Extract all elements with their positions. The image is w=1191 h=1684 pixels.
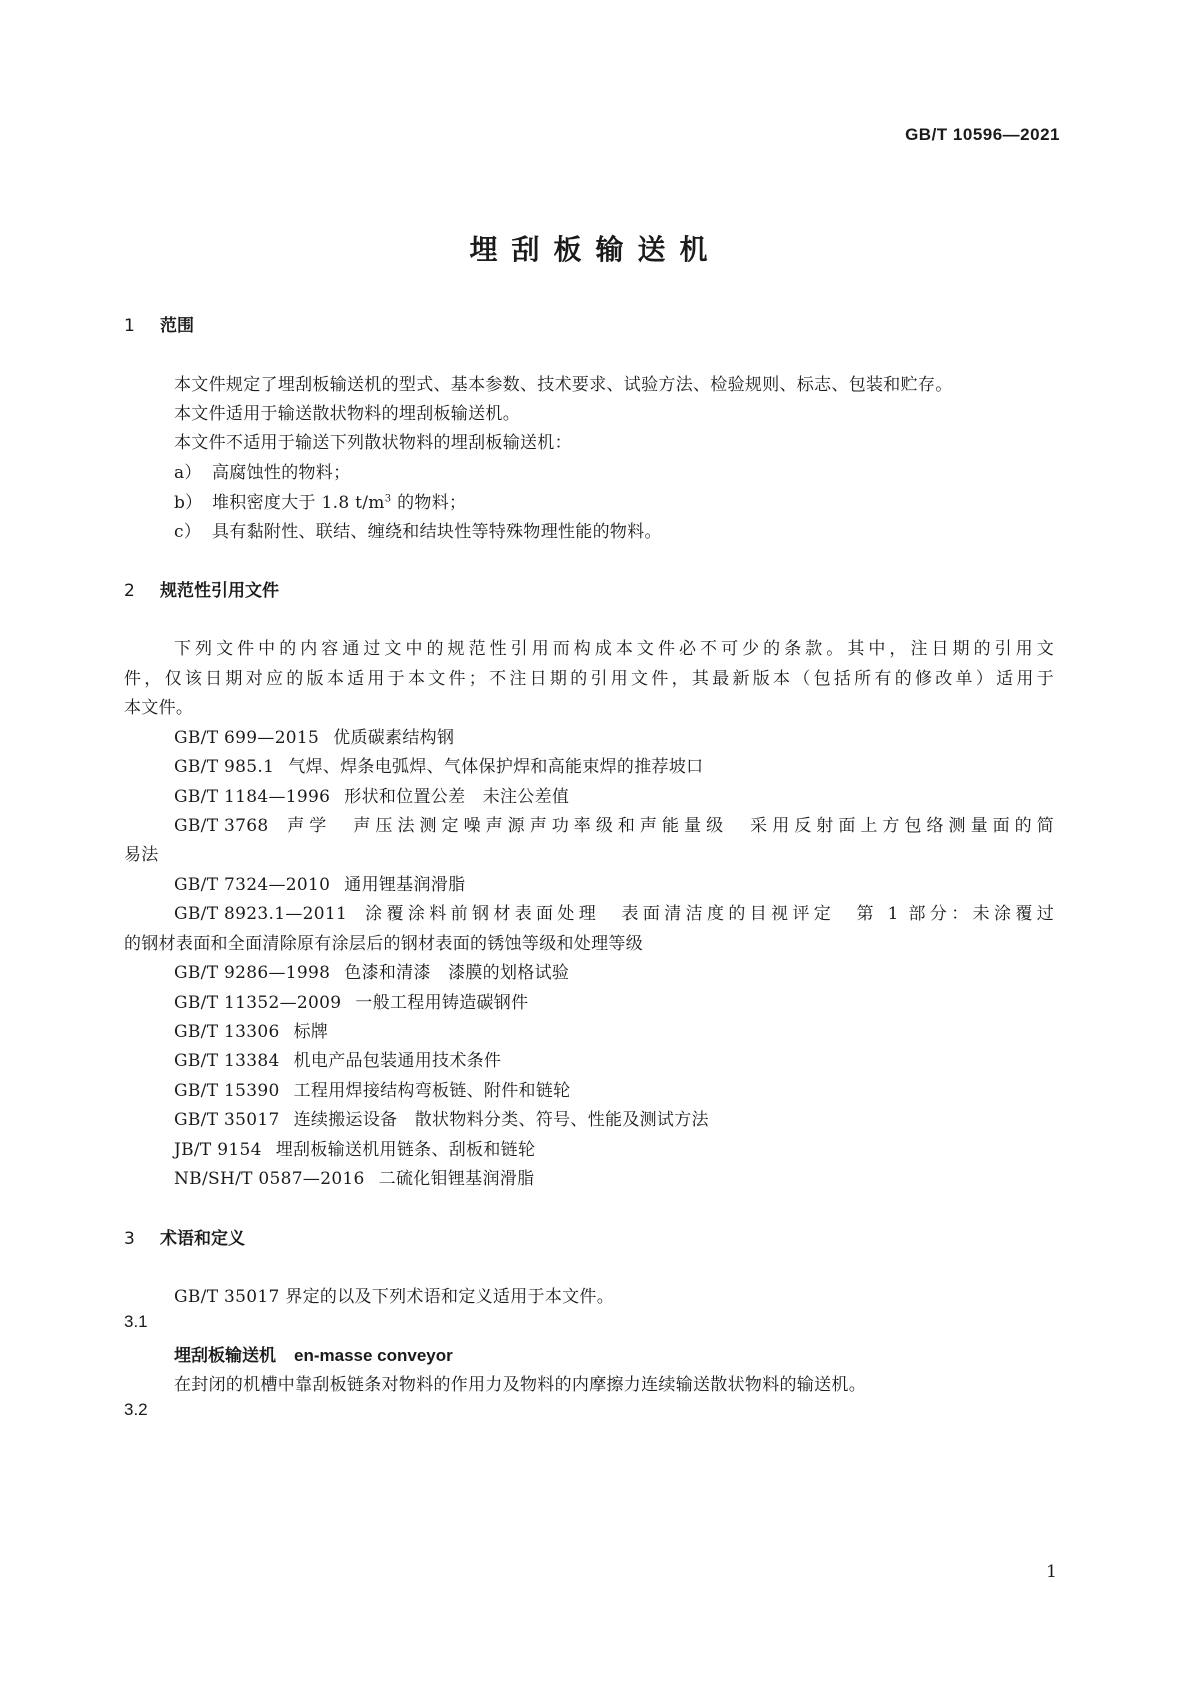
section-title: 术语和定义 bbox=[160, 1229, 245, 1249]
section-2-heading bbox=[124, 576, 279, 601]
reference-code: GB/T 13384 bbox=[174, 1051, 280, 1071]
reference-title: 优质碳素结构钢 bbox=[333, 728, 455, 748]
reference-continuation: 易法 bbox=[124, 845, 159, 865]
reference-item bbox=[174, 1135, 535, 1160]
reference-item bbox=[174, 782, 569, 807]
superscript: 3 bbox=[384, 493, 392, 505]
paragraph: 本文件不适用于输送下列散状物料的埋刮板输送机： bbox=[174, 433, 572, 453]
reference-continuation: 的钢材表面和全面清除原有涂层后的钢材表面的锈蚀等级和处理等级 bbox=[124, 934, 643, 954]
paragraph: 下列文件中的内容通过文中的规范性引用而构成本文件必不可少的条款。其中，注日期的引用文 bbox=[174, 639, 1054, 659]
reference-item bbox=[174, 752, 703, 777]
section-number: 2 bbox=[124, 581, 135, 601]
list-text: 的物料； bbox=[391, 493, 467, 513]
reference-item bbox=[174, 811, 1054, 836]
reference-title: 埋刮板输送机用链条、刮板和链轮 bbox=[275, 1140, 536, 1160]
reference-title: 机电产品包装通用技术条件 bbox=[293, 1051, 502, 1071]
reference-title: 标牌 bbox=[293, 1022, 329, 1042]
section-number: 1 bbox=[124, 316, 135, 336]
reference-code: GB/T 1184—1996 bbox=[174, 787, 331, 807]
reference-title: 二硫化钼锂基润滑脂 bbox=[378, 1169, 535, 1189]
reference-title: 通用锂基润滑脂 bbox=[344, 875, 466, 895]
list-item bbox=[174, 488, 466, 513]
reference-code: GB/T 7324—2010 bbox=[174, 875, 331, 895]
reference-item bbox=[174, 723, 454, 748]
reference-code: JB/T 9154 bbox=[174, 1140, 262, 1160]
reference-code: GB/T 35017 bbox=[174, 1110, 280, 1130]
reference-title: 气焊、焊条电弧焊、气体保护焊和高能束焊的推荐坡口 bbox=[288, 757, 704, 777]
section-3-heading bbox=[124, 1224, 245, 1249]
reference-item bbox=[174, 870, 465, 895]
reference-item bbox=[174, 1164, 534, 1189]
section-title: 范围 bbox=[160, 316, 194, 336]
paragraph: 本文件适用于输送散状物料的埋刮板输送机。 bbox=[174, 404, 520, 424]
clause-number: 3.2 bbox=[124, 1400, 148, 1419]
standard-code: GB/T 10596—2021 bbox=[905, 125, 1060, 144]
reference-item bbox=[174, 1017, 328, 1042]
list-text: 堆积密度大于 1.8 t/m bbox=[212, 493, 385, 513]
reference-code: GB/T 13306 bbox=[174, 1022, 280, 1042]
document-title: 埋刮板输送机 bbox=[469, 233, 722, 266]
section-title: 规范性引用文件 bbox=[160, 581, 279, 601]
reference-item bbox=[174, 899, 1054, 924]
list-text: 具有黏附性、联结、缠绕和结块性等特殊物理性能的物料。 bbox=[212, 522, 662, 542]
reference-code: NB/SH/T 0587—2016 bbox=[174, 1169, 365, 1189]
reference-title: 一般工程用铸造碳钢件 bbox=[355, 993, 529, 1013]
reference-code: GB/T 9286—1998 bbox=[174, 963, 331, 983]
reference-code: GB/T 3768 bbox=[174, 816, 269, 836]
reference-title: 色漆和清漆 漆膜的划格试验 bbox=[344, 963, 570, 983]
reference-item bbox=[174, 958, 569, 983]
reference-code: GB/T 8923.1—2011 bbox=[174, 904, 348, 924]
reference-item bbox=[174, 988, 528, 1013]
term-chinese: 埋刮板输送机 bbox=[174, 1346, 276, 1366]
definition: 在封闭的机槽中靠刮板链条对物料的作用力及物料的内摩擦力连续输送散状物料的输送机。 bbox=[174, 1375, 866, 1395]
paragraph: GB/T 35017 界定的以及下列术语和定义适用于本文件。 bbox=[174, 1287, 615, 1307]
term-entry bbox=[174, 1341, 453, 1366]
page-number: 1 bbox=[1046, 1562, 1057, 1582]
reference-title: 涂覆涂料前钢材表面处理 表面清洁度的目视评定 第 1 部分：未涂覆过 bbox=[361, 904, 1054, 924]
list-item bbox=[174, 458, 350, 483]
clause-number: 3.1 bbox=[124, 1312, 148, 1331]
paragraph: 件，仅该日期对应的版本适用于本文件；不注日期的引用文件，其最新版本（包括所有的修改单）适用于 bbox=[124, 669, 1054, 689]
reference-code: GB/T 15390 bbox=[174, 1081, 280, 1101]
reference-code: GB/T 699—2015 bbox=[174, 728, 320, 748]
reference-title: 连续搬运设备 散状物料分类、符号、性能及测试方法 bbox=[293, 1110, 709, 1130]
reference-item bbox=[174, 1105, 709, 1130]
list-item bbox=[174, 517, 662, 542]
reference-item bbox=[174, 1076, 570, 1101]
list-marker: a） bbox=[174, 463, 202, 483]
paragraph: 本文件规定了埋刮板输送机的型式、基本参数、技术要求、试验方法、检验规则、标志、包装和贮存。 bbox=[174, 375, 953, 395]
section-1-heading bbox=[124, 311, 194, 336]
reference-title: 形状和位置公差 未注公差值 bbox=[344, 787, 570, 807]
reference-code: GB/T 985.1 bbox=[174, 757, 275, 777]
reference-code: GB/T 11352—2009 bbox=[174, 993, 342, 1013]
paragraph: 本文件。 bbox=[124, 698, 194, 718]
list-marker: b） bbox=[174, 493, 203, 513]
section-number: 3 bbox=[124, 1229, 135, 1249]
list-text: 高腐蚀性的物料； bbox=[212, 463, 351, 483]
reference-title: 工程用焊接结构弯板链、附件和链轮 bbox=[293, 1081, 571, 1101]
list-marker: c） bbox=[174, 522, 202, 542]
reference-title: 声学 声压法测定噪声源声功率级和声能量级 采用反射面上方包络测量面的简 bbox=[282, 816, 1054, 836]
reference-item bbox=[174, 1046, 501, 1071]
term-english: en-masse conveyor bbox=[294, 1346, 453, 1365]
